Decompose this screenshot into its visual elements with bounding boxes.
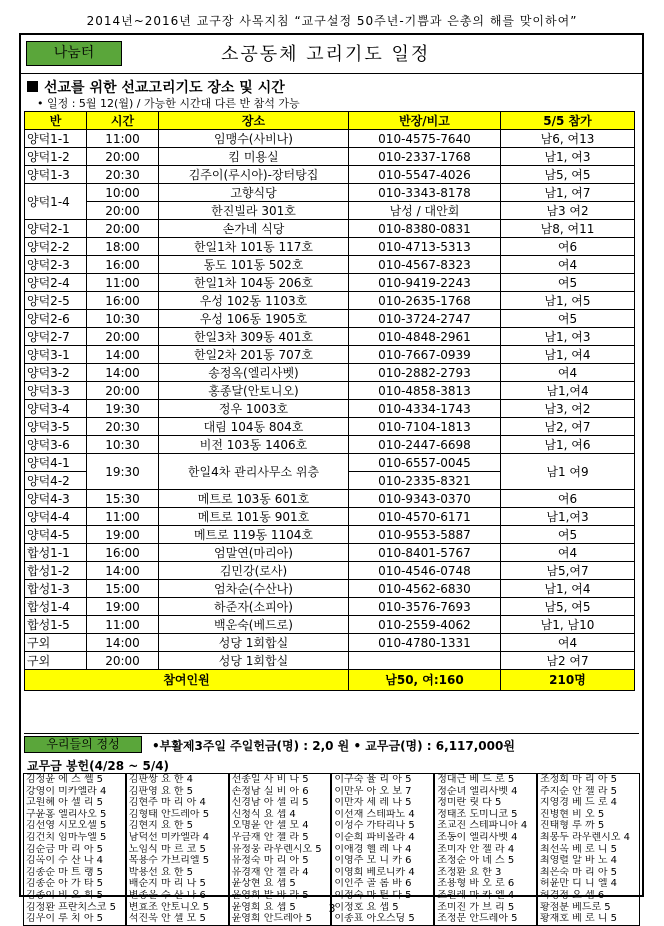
donor-entry: 변종운 수 산 나 6 — [128, 889, 206, 901]
table-cell: 남5,여7 — [501, 562, 635, 580]
table-row — [25, 418, 635, 436]
donor-entry: 김정환 프란치스코 5 — [26, 901, 116, 913]
table-cell: 20:00 — [87, 328, 159, 346]
table-row — [25, 598, 635, 616]
column-header: 시간 — [87, 112, 159, 130]
donor-entry: 조미자 안 젤 라 4 — [437, 843, 515, 855]
donor-entry: 우금재 안 젤 라 5 — [231, 831, 309, 843]
table-cell: 구외 — [25, 652, 87, 670]
table-cell: 합성1-1 — [25, 544, 87, 562]
donor-entry: 주지순 안 젤 라 5 — [539, 785, 618, 797]
table-row — [25, 634, 635, 652]
table-cell: 남5, 여5 — [501, 598, 635, 616]
table-row — [25, 490, 635, 508]
table-cell: 여5 — [501, 310, 635, 328]
table-cell: 20:00 — [87, 148, 159, 166]
table-row — [25, 130, 635, 148]
donor-entry: 윤상현 요 셉 5 — [231, 878, 296, 890]
donor-entry: 김옥이 수 산 나 4 — [26, 855, 104, 867]
table-cell: 010-7667-0939 — [349, 346, 501, 364]
donor-entry: 김정윤 에 스 쎌 5 — [26, 774, 104, 785]
donor-entry: 목용수 가브리엘 5 — [128, 855, 210, 867]
table-cell: 11:00 — [87, 616, 159, 634]
donor-entry: 윤영희 요 셉 5 — [231, 901, 296, 913]
donor-entry: 이만우 아 오 보 7 — [334, 785, 412, 797]
table-cell: 여6 — [501, 490, 635, 508]
offering-section — [24, 733, 639, 754]
table-cell: 양덕2-2 — [25, 238, 87, 256]
table-row — [25, 256, 635, 274]
donor-entry: 유정숙 마 리 아 5 — [231, 855, 309, 867]
table-row — [25, 652, 635, 670]
table-cell: 킴 미용실 — [159, 148, 349, 166]
table-cell: 여4 — [501, 256, 635, 274]
table-cell: 010-4575-7640 — [349, 130, 501, 148]
table-cell: 남2 여7 — [501, 652, 635, 670]
table-cell: 20:00 — [87, 382, 159, 400]
table-row — [25, 544, 635, 562]
table-cell: 16:00 — [87, 544, 159, 562]
table-cell: 010-4546-0748 — [349, 562, 501, 580]
table-cell: 남1,여4 — [501, 382, 635, 400]
table-cell: 010-2447-6698 — [349, 436, 501, 454]
table-cell: 한일1차 104동 206호 — [159, 274, 349, 292]
donor-entry: 정태조 도미니코 5 — [437, 808, 518, 820]
table-cell: 16:00 — [87, 292, 159, 310]
donor-entry: 조미진 가 브 리 5 — [437, 901, 515, 913]
table-cell: 010-4713-5313 — [349, 238, 501, 256]
table-cell: 010-6557-0045 — [349, 454, 501, 472]
table-cell: 여4 — [501, 544, 635, 562]
table-row — [25, 580, 635, 598]
table-cell: 010-3724-2747 — [349, 310, 501, 328]
table-cell: 남3 여2 — [501, 202, 635, 220]
donor-entry: 진태형 루 까 5 — [539, 820, 605, 832]
table-cell: 양덕4-3 — [25, 490, 87, 508]
table-cell: 메트로 101동 901호 — [159, 508, 349, 526]
donor-entry: 김판영 요 한 5 — [128, 785, 193, 797]
donor-entry: 김현주 마 리 아 4 — [128, 797, 206, 809]
donor-entry: 김종이 비 오 회 5 — [26, 889, 104, 901]
table-cell: 010-2559-4062 — [349, 616, 501, 634]
donor-entry: 김현지 요 한 5 — [128, 820, 193, 832]
table-cell: 남5, 여5 — [501, 166, 635, 184]
table-cell: 010-4567-8323 — [349, 256, 501, 274]
donor-entry: 최선옥 베 로 니 5 — [539, 843, 618, 855]
total-label: 참여인원 — [25, 670, 349, 691]
table-cell: 메트로 103동 601호 — [159, 490, 349, 508]
donor-entry: 윤영희 발 바 라 5 — [231, 889, 309, 901]
donor-entry: 조용형 바 오 로 6 — [437, 878, 515, 890]
table-cell: 20:30 — [87, 418, 159, 436]
table-cell: 010-4570-6171 — [349, 508, 501, 526]
table-cell: 동도 101동 502호 — [159, 256, 349, 274]
title-row — [21, 35, 642, 74]
donor-entry: 황점분 베드로 5 — [539, 901, 611, 913]
donor-entry: 조정희 마 리 아 5 — [539, 774, 618, 785]
table-cell: 여4 — [501, 364, 635, 382]
table-cell: 남1, 여5 — [501, 292, 635, 310]
schedule-table — [24, 111, 635, 691]
table-cell: 양덕3-5 — [25, 418, 87, 436]
donor-entry: 석진욱 안 셀 모 5 — [128, 913, 206, 925]
table-cell: 손가네 식당 — [159, 220, 349, 238]
table-cell: 양덕4-1 — [25, 454, 87, 472]
table-cell: 남1, 여3 — [501, 328, 635, 346]
page-number: 3 — [328, 902, 336, 915]
table-row — [25, 526, 635, 544]
content-frame — [19, 33, 644, 925]
table-cell: 15:00 — [87, 580, 159, 598]
table-row — [25, 562, 635, 580]
table-cell: 16:00 — [87, 256, 159, 274]
table-cell: 14:00 — [87, 364, 159, 382]
table-row — [25, 184, 635, 202]
table-cell: 20:00 — [87, 652, 159, 670]
donor-entry: 강영이 미카엘라 4 — [26, 785, 107, 797]
donation-title: 교무금 봉헌(4/28 ~ 5/4) — [27, 759, 170, 773]
schedule-heading — [27, 77, 285, 97]
total-sum: 210명 — [501, 670, 635, 691]
donor-entry: 진병현 비 오 5 — [539, 808, 605, 820]
table-cell: 14:00 — [87, 346, 159, 364]
table-cell: 남1, 여3 — [501, 148, 635, 166]
table-cell: 양덕4-4 — [25, 508, 87, 526]
table-cell: 고향식당 — [159, 184, 349, 202]
table-cell: 양덕2-5 — [25, 292, 87, 310]
donor-entry: 정미란 릿 다 5 — [437, 797, 502, 809]
table-row — [25, 328, 635, 346]
table-header-row — [25, 112, 635, 130]
table-cell: 여4 — [501, 634, 635, 652]
table-cell: 19:00 — [87, 598, 159, 616]
table-row — [25, 220, 635, 238]
table-cell: 010-4562-6830 — [349, 580, 501, 598]
table-row — [25, 292, 635, 310]
donor-entry: 구윤홍 엘리사오 5 — [26, 808, 107, 820]
table-cell: 19:30 — [87, 400, 159, 418]
table-row — [25, 508, 635, 526]
table-cell: 여6 — [501, 238, 635, 256]
table-cell: 여5 — [501, 526, 635, 544]
schedule-heading-text: 선교를 위한 선교고리기도 장소 및 시간 — [44, 80, 285, 96]
donor-entry: 이인주 골 롬 바 6 — [334, 878, 412, 890]
table-cell: 양덕2-1 — [25, 220, 87, 238]
table-cell: 한진빌라 301호 — [159, 202, 349, 220]
table-cell: 대림 104동 804호 — [159, 418, 349, 436]
donor-entry: 노임식 마 르 코 5 — [128, 843, 206, 855]
table-cell: 010-3576-7693 — [349, 598, 501, 616]
table-row — [25, 400, 635, 418]
donor-entry: 윤영희 안드레아 5 — [231, 913, 312, 925]
table-cell: 남8, 여11 — [501, 220, 635, 238]
table-row — [25, 166, 635, 184]
table-cell: 010-9419-2243 — [349, 274, 501, 292]
table-cell: 010-8380-0831 — [349, 220, 501, 238]
donor-entry: 이영희 베로니카 4 — [334, 866, 415, 878]
table-cell: 남1 여9 — [501, 454, 635, 490]
donor-entry: 이종표 아오스딩 5 — [334, 913, 415, 925]
donor-entry: 정대근 베 드 로 5 — [437, 774, 515, 785]
table-cell: 양덕1-3 — [25, 166, 87, 184]
table-cell: 10:00 — [87, 184, 159, 202]
table-cell: 남1, 여7 — [501, 184, 635, 202]
table-cell: 010-4848-2961 — [349, 328, 501, 346]
table-cell: 양덕1-1 — [25, 130, 87, 148]
table-cell: 정우 1003호 — [159, 400, 349, 418]
table-cell: 홍종달(안토니오) — [159, 382, 349, 400]
table-cell: 양덕3-3 — [25, 382, 87, 400]
donor-entry: 변효조 안토니오 5 — [128, 901, 210, 913]
table-cell: 남3, 여2 — [501, 400, 635, 418]
table-cell: 메트로 119동 1104호 — [159, 526, 349, 544]
table-row — [25, 274, 635, 292]
table-cell: 15:30 — [87, 490, 159, 508]
donor-entry: 이구숙 율 리 아 5 — [334, 774, 412, 785]
table-cell: 남1, 여6 — [501, 436, 635, 454]
table-cell: 010-4780-1331 — [349, 634, 501, 652]
donor-entry: 조정환 요 한 3 — [437, 866, 502, 878]
table-cell: 양덕1-4 — [25, 184, 87, 220]
table-row — [25, 202, 635, 220]
table-row — [25, 238, 635, 256]
table-cell: 010-9553-5887 — [349, 526, 501, 544]
donor-entry: 남덕선 미카엘라 4 — [128, 831, 210, 843]
table-cell: 20:00 — [87, 202, 159, 220]
table-cell: 19:30 — [87, 454, 159, 490]
table-cell: 비전 103동 1406호 — [159, 436, 349, 454]
donor-entry: 김선영 시모오셀 5 — [26, 820, 107, 832]
donor-entry: 조정순 아 녜 스 5 — [437, 855, 515, 867]
table-cell: 14:00 — [87, 634, 159, 652]
section-tag: 나눔터 — [26, 41, 122, 66]
table-cell: 양덕2-4 — [25, 274, 87, 292]
donor-entry: 배순지 마 리 나 5 — [128, 878, 206, 890]
donor-entry: 이순희 파비올라 4 — [334, 831, 415, 843]
table-cell: 김민강(로사) — [159, 562, 349, 580]
table-cell: 김주이(루시아)-장터탕집 — [159, 166, 349, 184]
table-cell: 010-2882-2793 — [349, 364, 501, 382]
table-cell: 구외 — [25, 634, 87, 652]
donor-entry: 조동이 엘리사벳 4 — [437, 831, 518, 843]
donor-entry: 박용선 요 한 5 — [128, 866, 193, 878]
table-cell: 백운숙(베드로) — [159, 616, 349, 634]
table-cell: 010-7104-1813 — [349, 418, 501, 436]
page-header: 2014년~2016년 교구장 사목지침 “교구설정 50주년-기쁨과 은총의 해를 맞이하여” — [86, 14, 578, 28]
table-cell: 20:00 — [87, 220, 159, 238]
donor-entry: 이정호 요 셉 5 — [334, 901, 399, 913]
table-cell: 한일1차 101동 117호 — [159, 238, 349, 256]
donor-entry: 김종순 마 트 랭 5 — [26, 866, 104, 878]
table-cell: 양덕2-6 — [25, 310, 87, 328]
donor-entry: 조교진 스테파니아 4 — [437, 820, 528, 832]
table-cell: 11:00 — [87, 130, 159, 148]
donor-entry: 허경정 요 셉 6 — [539, 889, 605, 901]
donor-entry: 선종일 사 비 나 5 — [231, 774, 309, 785]
table-cell: 10:30 — [87, 310, 159, 328]
table-cell: 성당 1회합실 — [159, 652, 349, 670]
table-cell: 010-2335-8321 — [349, 472, 501, 490]
donor-entry: 손정남 실 비 아 6 — [231, 785, 309, 797]
table-cell: 18:00 — [87, 238, 159, 256]
table-cell: 19:00 — [87, 526, 159, 544]
table-cell: 남1, 여4 — [501, 346, 635, 364]
table-cell: 합성1-5 — [25, 616, 87, 634]
donor-entry: 이애경 헬 레 나 4 — [334, 843, 412, 855]
table-cell: 010-2337-1768 — [349, 148, 501, 166]
donor-entry: 신청식 요 셉 4 — [231, 808, 296, 820]
table-row — [25, 382, 635, 400]
donor-entry: 이선재 스테파노 4 — [334, 808, 415, 820]
table-row — [25, 310, 635, 328]
table-cell: 엄말연(마리아) — [159, 544, 349, 562]
table-cell: 양덕3-6 — [25, 436, 87, 454]
donor-entry: 김우이 루 치 아 5 — [26, 913, 104, 925]
table-cell: 양덕3-1 — [25, 346, 87, 364]
donor-entry: 정순녀 엘리사벳 4 — [437, 785, 518, 797]
table-cell: 성당 1회합실 — [159, 634, 349, 652]
total-row — [25, 670, 635, 691]
column-header: 장소 — [159, 112, 349, 130]
donor-entry: 최은숙 마 리 아 5 — [539, 866, 618, 878]
table-cell: 합성1-3 — [25, 580, 87, 598]
table-cell: 엄차순(수산나) — [159, 580, 349, 598]
table-row — [25, 616, 635, 634]
table-row — [25, 148, 635, 166]
table-cell: 양덕1-2 — [25, 148, 87, 166]
schedule-note: • 일정 : 5월 12(월) / 가능한 시간대 다른 반 참석 가능 — [37, 97, 300, 110]
donor-entry: 유정웅 라우렌시오 5 — [231, 843, 322, 855]
table-cell: 우성 106동 1905호 — [159, 310, 349, 328]
donor-entry: 조정문 안드레아 5 — [437, 913, 518, 925]
table-cell: 우성 102동 1103호 — [159, 292, 349, 310]
table-cell: 양덕2-3 — [25, 256, 87, 274]
square-bullet-icon — [27, 81, 38, 92]
donor-entry: 신경남 아 셀 리 5 — [231, 797, 309, 809]
table-cell: 남6, 여13 — [501, 130, 635, 148]
table-row — [25, 364, 635, 382]
table-row — [25, 346, 635, 364]
table-cell: 합성1-2 — [25, 562, 87, 580]
table-cell: 임맹수(사비나) — [159, 130, 349, 148]
table-cell: 하준자(소피아) — [159, 598, 349, 616]
table-cell: 양덕3-4 — [25, 400, 87, 418]
table-row — [25, 436, 635, 454]
table-cell: 14:00 — [87, 562, 159, 580]
donor-entry: 김판쌍 요 한 4 — [128, 774, 193, 785]
table-cell: 남1,여3 — [501, 508, 635, 526]
table-cell: 한일2차 201동 707호 — [159, 346, 349, 364]
donor-entry: 이영주 모 니 카 6 — [334, 855, 412, 867]
table-cell: 남1, 여4 — [501, 580, 635, 598]
offering-summary: •부활제3주일 주일헌금(명) : 2,0 원 • 교무금(명) : 6,117,000원 — [152, 739, 515, 753]
table-cell: 11:00 — [87, 274, 159, 292]
table-cell — [349, 652, 501, 670]
table-cell: 남2, 여7 — [501, 418, 635, 436]
table-cell: 남1, 남10 — [501, 616, 635, 634]
total-men-women: 남50, 여:160 — [349, 670, 501, 691]
table-cell: 010-5547-4026 — [349, 166, 501, 184]
table-cell: 010-3343-8178 — [349, 184, 501, 202]
donor-entry: 김형태 안드레아 5 — [128, 808, 210, 820]
table-cell: 양덕2-7 — [25, 328, 87, 346]
donor-entry: 이만자 세 레 나 5 — [334, 797, 412, 809]
table-cell: 010-9343-0370 — [349, 490, 501, 508]
table-cell: 010-4858-3813 — [349, 382, 501, 400]
donor-entry: 고원혜 아 셀 리 5 — [26, 797, 104, 809]
table-cell: 한일3차 309동 401호 — [159, 328, 349, 346]
donor-entry: 조원레 마 카 엘 4 — [437, 889, 515, 901]
table-row — [25, 454, 635, 472]
donor-entry: 황재호 베 로 니 5 — [539, 913, 618, 925]
table-cell: 010-8401-5767 — [349, 544, 501, 562]
column-header: 반장/비고 — [349, 112, 501, 130]
donor-entry: 오명윤 안 셀 모 4 — [231, 820, 309, 832]
donor-entry: 김종순 아 가 타 5 — [26, 878, 104, 890]
donor-entry: 이정숙 마 틸 다 5 — [334, 889, 412, 901]
table-cell: 010-2635-1768 — [349, 292, 501, 310]
donor-entry: 김순금 마 리 아 5 — [26, 843, 104, 855]
donor-entry: 이성수 가타리나 5 — [334, 820, 415, 832]
table-cell: 양덕4-5 — [25, 526, 87, 544]
table-cell: 합성1-4 — [25, 598, 87, 616]
donor-entry: 김건치 임마누엘 5 — [26, 831, 107, 843]
table-cell: 여5 — [501, 274, 635, 292]
table-cell: 11:00 — [87, 508, 159, 526]
table-cell: 10:30 — [87, 436, 159, 454]
donor-entry: 최영렬 알 바 노 4 — [539, 855, 618, 867]
table-cell: 남성 / 대안회 — [349, 202, 501, 220]
column-header: 5/5 참가 — [501, 112, 635, 130]
table-cell: 양덕3-2 — [25, 364, 87, 382]
page-title: 소공동체 고리기도 일정 — [221, 44, 431, 65]
column-header: 반 — [25, 112, 87, 130]
donor-entry: 유경재 안 젤 라 4 — [231, 866, 309, 878]
donor-entry: 최봉두 라우렌시오 4 — [539, 831, 630, 843]
table-cell: 양덕4-2 — [25, 472, 87, 490]
donor-entry: 지영경 베 드 로 4 — [539, 797, 618, 809]
table-cell: 한일4차 관리사무소 위층 — [159, 454, 349, 490]
table-cell: 010-4334-1743 — [349, 400, 501, 418]
table-cell: 20:30 — [87, 166, 159, 184]
donor-entry: 허윤만 디 니 엘 4 — [539, 878, 618, 890]
table-cell: 송정옥(엘리사벳) — [159, 364, 349, 382]
offering-tag: 우리들의 정성 — [24, 736, 142, 753]
